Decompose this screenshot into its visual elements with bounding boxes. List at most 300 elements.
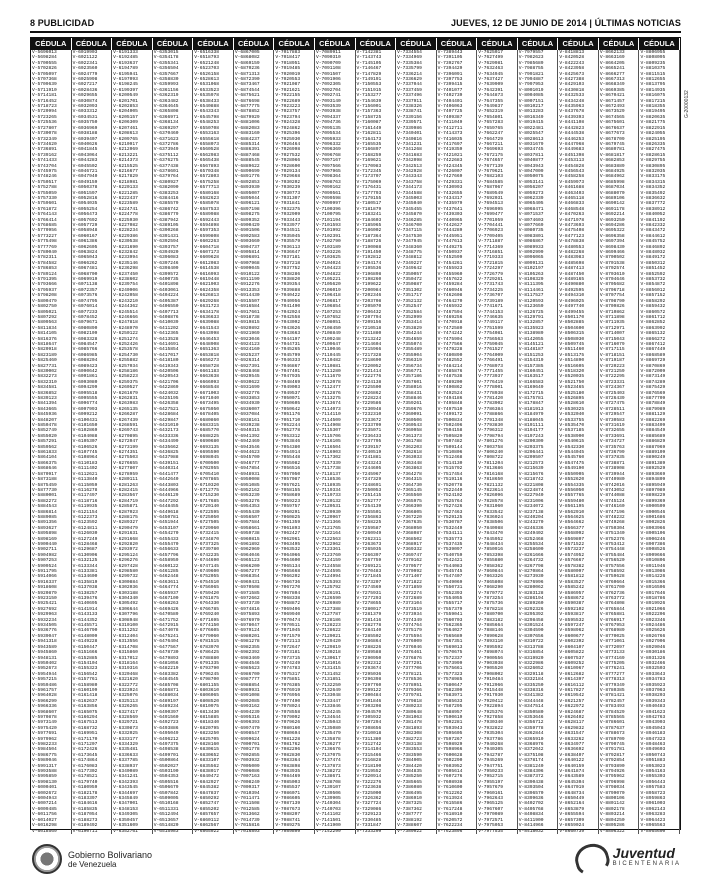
cedula-cell: V-8513175 (559, 352, 585, 358)
cedula-cell: V-8129791 (518, 314, 544, 320)
cedula-cell: V-8429103 (559, 82, 585, 88)
cedula-cell: V-8477123 (559, 233, 585, 239)
cedula-cell: V-7091108 (315, 66, 341, 72)
cedula-cell: V-7704441 (478, 223, 503, 228)
cedula-cell: V-7206432 (356, 309, 382, 315)
cedula-cell: V-7585633 (437, 698, 463, 704)
cedula-cell: V-7125393 (315, 579, 341, 585)
cedula-cell: V-8861712 (640, 314, 666, 320)
cedula-cell: V-6980201 (234, 633, 260, 639)
cedula-cell: V-5834581 (32, 385, 57, 391)
cedula-cell: V-8353646 (518, 714, 544, 720)
cedula-cell: V-7331847 (356, 823, 382, 829)
cedula-cell: V-6045502 (72, 163, 98, 169)
cedula-cell: V-6932776 (234, 390, 260, 396)
cedula-cell: V-5814105 (32, 331, 57, 337)
cedula-cell: V-6106526 (72, 444, 98, 450)
cedula-cell: V-8341382 (518, 693, 544, 699)
cedula-cell: V-7243243 (356, 460, 382, 466)
cedula-cell: V-8907386 (640, 541, 666, 547)
cedula-cell: V-7290950 (356, 655, 382, 661)
cedula-cell: V-6720140 (194, 504, 220, 510)
cedula-cell: V-7326362 (356, 796, 382, 802)
cedula-cell: V-7035045 (275, 233, 301, 239)
cedula-cell: V-7299122 (356, 687, 382, 693)
cedula-cell: V-6232842 (113, 250, 138, 256)
cedula-cell: V-7377706 (397, 666, 422, 672)
cedula-cell: V-7076956 (275, 693, 301, 699)
cedula-cell: V-6514820 (153, 823, 179, 829)
cedula-cell: V-7104024 (315, 260, 341, 266)
cedula-cell: V-8779349 (599, 682, 625, 688)
cedula-cell: V-8209507 (518, 455, 544, 461)
cedula-cell: V-6895044 (234, 195, 260, 201)
cedula-cell: V-7096332 (315, 141, 341, 147)
cedula-cell: V-7036113 (275, 244, 301, 250)
cedula-cell: V-7781420 (478, 396, 503, 401)
cedula-cell: V-8793890 (599, 763, 625, 769)
cedula-cell: V-7346700 (397, 223, 422, 228)
cedula-cell: V-8676637 (599, 125, 625, 131)
cedula-cell: V-7061893 (275, 525, 301, 531)
cedula-cell: V-7031307 (275, 195, 301, 201)
cedula-cell: V-8319920 (518, 655, 544, 661)
cedula-cell: V-8909666 (640, 552, 666, 558)
cedula-cell: V-6952162 (234, 487, 260, 493)
cedula-cell: V-7149191 (356, 77, 382, 83)
cedula-cell: V-7786384 (478, 406, 503, 412)
cedula-cell: V-6999624 (234, 736, 260, 742)
column-header: CÉDULA (639, 38, 680, 50)
cedula-cell: V-7072647 (275, 644, 301, 650)
cedula-cell: V-8764808 (599, 601, 625, 607)
cedula-cell: V-7470918 (437, 320, 463, 326)
cedula-cell: V-6083328 (72, 336, 98, 342)
cedula-cell: V-6035750 (72, 120, 98, 126)
cedula-cell: V-6169951 (72, 731, 98, 737)
cedula-cell: V-6097993 (72, 406, 98, 412)
cedula-cell: V-5700555 (32, 60, 57, 66)
cedula-cell: V-6771695 (194, 617, 220, 623)
cedula-cell: V-8096065 (518, 255, 544, 261)
cedula-cell: V-7116504 (315, 444, 341, 450)
cedula-cell: V-7374349 (397, 617, 422, 623)
cedula-cell: V-8765881 (599, 612, 625, 618)
cedula-cell: V-7233709 (356, 423, 382, 429)
cedula-cell: V-8949603 (640, 747, 666, 753)
cedula-cell: V-7778938 (478, 390, 503, 396)
cedula-cell: V-5743704 (32, 163, 57, 169)
cedula-cell: V-8497740 (559, 304, 585, 310)
cedula-cell: V-8708790 (599, 298, 625, 304)
cedula-cell: V-6099212 (72, 412, 98, 418)
cedula-cell: V-8640122 (559, 758, 585, 764)
cedula-cell: V-6405387 (153, 298, 179, 304)
cedula-cell: V-7764009 (478, 352, 503, 358)
cedula-cell: V-6833107 (194, 758, 220, 764)
cedula-cell: V-7062427 (275, 531, 301, 537)
cedula-cell: V-8725403 (599, 390, 625, 396)
cedula-cell: V-6887468 (234, 152, 260, 158)
cedula-cell: V-7342928 (397, 168, 422, 174)
cedula-cell: V-7602290 (437, 758, 463, 764)
cedula-cell: V-8441108 (559, 120, 585, 126)
cedula-cell: V-6046721 (72, 168, 98, 174)
cedula-cell: V-7696995 (478, 206, 503, 212)
cedula-cell: V-8730583 (599, 417, 625, 423)
cedula-cell: V-7104822 (315, 271, 341, 277)
cedula-cell: V-7580647 (437, 682, 463, 688)
cedula-cell: V-6484545 (153, 677, 179, 683)
cedula-cell: V-6372786 (153, 141, 179, 147)
cedula-cell: V-6868082 (234, 55, 260, 61)
cedula-cell: V-7002855 (234, 752, 260, 758)
cedula-cell: V-7267759 (356, 558, 382, 564)
cedula-cell: V-6651363 (194, 347, 220, 353)
cedula-cell: V-7430993 (437, 185, 463, 191)
cedula-cell: V-7679621 (478, 168, 503, 174)
cedula-cell: V-7751599 (478, 325, 503, 331)
cedula-cell: V-7370992 (397, 569, 422, 574)
cedula-cell: V-6471752 (153, 617, 179, 623)
cedula-cell: V-5925421 (32, 601, 57, 607)
cedula-cell: V-7073181 (275, 650, 301, 656)
cedula-cell: V-6507842 (153, 790, 179, 796)
cedula-cell: V-7134245 (315, 709, 341, 715)
cedula-cell: V-7162811 (356, 131, 382, 137)
column-header: CÉDULA (437, 38, 478, 50)
cedula-cell: V-6899352 (234, 217, 260, 223)
cedula-cell: V-6474078 (153, 628, 179, 634)
cedula-cell: V-7669693 (478, 147, 503, 153)
cedula-cell: V-8237138 (518, 509, 544, 515)
cedula-cell: V-8851452 (640, 266, 666, 272)
cedula-cell: V-6668548 (194, 385, 220, 391)
cedula-cell: V-7545745 (437, 569, 463, 574)
cedula-cell: V-6183397 (72, 796, 98, 802)
cedula-cell: V-6244362 (113, 304, 138, 310)
cedula-cell: V-7256863 (356, 514, 382, 520)
cedula-column (234, 50, 275, 834)
cedula-cell: V-7096369 (315, 147, 341, 153)
cedula-cell: V-5734620 (32, 141, 57, 147)
cedula-cell: V-8714007 (599, 331, 625, 337)
cedula-cell: V-6734870 (194, 536, 220, 542)
cedula-cell: V-7806240 (478, 450, 503, 456)
cedula-cell: V-6538433 (194, 98, 220, 104)
cedula-cell: V-6710320 (194, 482, 220, 488)
cedula-cell: V-6000401 (32, 785, 57, 791)
cedula-cell: V-7365560 (397, 493, 422, 499)
cedula-cell: V-6325076 (113, 693, 138, 699)
cedula-cell: V-6200549 (113, 93, 138, 99)
cedula-cell: V-6370460 (153, 131, 179, 137)
cedula-cell: V-8501170 (559, 314, 585, 320)
cedula-cell: V-6227082 (113, 223, 138, 228)
cedula-cell: V-7535773 (437, 536, 463, 542)
cedula-cell: V-7813686 (478, 466, 503, 472)
cedula-cell: V-8854872 (640, 282, 666, 288)
cedula-cell: V-6838017 (194, 769, 220, 775)
cedula-cell: V-5732349 (32, 136, 57, 142)
cedula-cell: V-6398409 (153, 266, 179, 272)
cedula-cell: V-8885689 (640, 433, 666, 439)
cedula-cell: V-7023223 (275, 104, 301, 110)
cedula-cell: V-8586957 (559, 590, 585, 596)
cedula-cell: V-8273930 (518, 574, 544, 580)
cedula-cell: V-6310100 (113, 623, 138, 629)
cedula-cell: V-7060291 (275, 509, 301, 515)
cedula-cell: V-8727475 (599, 401, 625, 407)
cedula-cell: V-7260949 (356, 531, 382, 537)
cedula-cell: V-6505516 (153, 779, 179, 785)
cedula-cell: V-6205157 (113, 114, 138, 120)
cedula-cell: V-6636633 (194, 314, 220, 320)
cedula-cell: V-5818647 (32, 341, 57, 347)
cedula-cell: V-6353015 (153, 50, 179, 55)
cedula-cell: V-5759601 (32, 201, 57, 207)
cedula-cell: V-7858362 (478, 563, 503, 569)
cedula-cell: V-8828615 (640, 152, 666, 158)
cedula-cell: V-7908002 (478, 671, 503, 677)
cedula-cell: V-8751340 (599, 531, 625, 537)
cedula-cell: V-8313788 (518, 644, 544, 650)
cedula-cell: V-7699477 (478, 212, 503, 218)
cedula-cell: V-7233672 (356, 417, 382, 423)
cedula-cell: V-6892853 (234, 179, 260, 185)
cedula-cell: V-6639088 (194, 320, 220, 326)
cedula-cell: V-7821132 (478, 482, 503, 488)
cedula-cell: V-7068338 (275, 596, 301, 602)
cedula-cell: V-7288226 (356, 644, 382, 650)
cedula-cell: V-6860112 (194, 817, 220, 823)
cedula-cell: V-7341683 (397, 152, 422, 158)
cedula-cell: V-6384416 (153, 195, 179, 201)
cedula-cell: V-6781515 (194, 639, 220, 645)
cedula-cell: V-8869729 (640, 358, 666, 364)
cedula-cell: V-8442823 (559, 125, 585, 131)
cedula-cell: V-8231006 (518, 498, 544, 504)
cedula-cell: V-7066736 (275, 579, 301, 585)
cedula-cell: V-6815885 (194, 714, 220, 720)
cedula-cell: V-7414373 (437, 131, 463, 137)
cedula-cell: V-8733691 (599, 433, 625, 439)
cedula-cell: V-7078558 (275, 709, 301, 715)
cedula-cell: V-6433336 (153, 433, 179, 439)
cedula-cell: V-7870772 (478, 590, 503, 596)
cedula-cell: V-7086605 (275, 796, 301, 802)
cedula-cell: V-6506679 (153, 785, 179, 791)
cedula-cell: V-6930622 (234, 379, 260, 385)
cedula-cell: V-7138671 (315, 774, 341, 780)
cedula-cell: V-8022481 (518, 125, 544, 131)
cedula-cell: V-8726439 (599, 396, 625, 401)
cedula-cell: V-6986700 (234, 671, 260, 677)
cedula-cell: V-6224778 (113, 212, 138, 218)
cedula-cell: V-6920892 (234, 325, 260, 331)
cedula-cell: V-7345455 (397, 206, 422, 212)
cedula-cell: V-7991821 (518, 71, 544, 77)
cedula-cell: V-7612262 (437, 790, 463, 796)
cedula-cell: V-5809563 (32, 320, 57, 326)
cedula-cell: V-6404224 (153, 293, 179, 299)
cedula-cell: V-8393504 (518, 785, 544, 791)
cedula-cell: V-8652164 (559, 801, 585, 807)
cedula-cell: V-6368134 (153, 120, 179, 126)
cedula-cell: V-7018951 (275, 60, 301, 66)
cedula-cell: V-8483983 (559, 255, 585, 261)
cedula-cell: V-6442640 (153, 477, 179, 483)
cedula-cell: V-7059223 (275, 498, 301, 504)
cedula-cell: V-8886829 (640, 439, 666, 445)
cedula-cell: V-6934930 (234, 401, 260, 407)
cedula-cell: V-7386495 (397, 790, 422, 796)
cedula-cell: V-6486871 (153, 687, 179, 693)
cedula-cell: V-8655594 (559, 812, 585, 818)
cedula-cell: V-7217328 (356, 352, 382, 358)
cedula-cell: V-7560703 (437, 617, 463, 623)
cedula-cell: V-6609628 (194, 255, 220, 261)
cedula-cell: V-7024328 (275, 120, 301, 126)
cedula-cell: V-7077490 (275, 698, 301, 704)
cedula-cell: V-6499701 (153, 752, 179, 758)
cedula-cell: V-6047940 (72, 174, 98, 180)
cedula-cell: V-6192485 (113, 55, 138, 61)
cedula-cell: V-7213242 (356, 336, 382, 342)
cedula-cell: V-6069919 (72, 277, 98, 283)
cedula-cell: V-5941318 (32, 639, 57, 645)
cedula-cell: V-7050605 (275, 401, 301, 407)
cedula-cell: V-7452599 (437, 255, 463, 261)
cedula-cell: V-5773227 (32, 233, 57, 239)
cedula-cell: V-7142299 (315, 828, 341, 834)
cedula-cell: V-7338741 (397, 109, 422, 115)
cedula-cell: V-6424032 (153, 390, 179, 396)
cedula-cell: V-7361788 (397, 439, 422, 445)
cedula-cell: V-8917646 (640, 590, 666, 596)
cedula-cell: V-7099598 (315, 195, 341, 201)
cedula-cell: V-7467594 (437, 309, 463, 315)
cedula-cell: V-8716079 (599, 341, 625, 347)
cedula-cell: V-8791781 (599, 747, 625, 753)
cedula-cell: V-6902583 (234, 233, 260, 239)
cedula-cell: V-8624687 (559, 709, 585, 715)
cedula-cell: V-6666093 (194, 379, 220, 385)
cedula-cell: V-7123760 (315, 552, 341, 558)
cedula-cell: V-6061386 (72, 239, 98, 245)
cedula-cell: V-6439151 (153, 460, 179, 466)
cedula-cell: V-6174864 (72, 758, 98, 764)
cedula-cell: V-8941623 (640, 709, 666, 715)
cedula-cell: V-7402739 (437, 93, 463, 99)
cedula-cell: V-8692214 (599, 212, 625, 218)
gov-line2: de Venezuela (68, 859, 117, 869)
cedula-cell: V-6122373 (72, 514, 98, 520)
cedula-cell: V-6440314 (153, 466, 179, 472)
cedula-cell: V-8494310 (559, 293, 585, 299)
cedula-cell: V-6297428 (113, 563, 138, 569)
cedula-cell: V-8194177 (518, 428, 544, 434)
cedula-cell: V-8722295 (599, 374, 625, 380)
cedula-cell: V-8693250 (599, 217, 625, 223)
cedula-cell: V-7114110 (315, 412, 341, 418)
cedula-cell: V-6523703 (194, 66, 220, 72)
cedula-cell: V-8701538 (599, 260, 625, 266)
cedula-cell: V-6287023 (113, 509, 138, 515)
cedula-cell: V-7254139 (356, 504, 382, 510)
cedula-cell: V-7793830 (478, 423, 503, 429)
cedula-cell: V-8897089 (640, 487, 666, 493)
cedula-cell: V-6502027 (153, 763, 179, 769)
cedula-cell: V-7271845 (356, 574, 382, 580)
cedula-cell: V-6582623 (194, 195, 220, 201)
cedula-cell: V-6251274 (113, 336, 138, 342)
cedula-cell: V-7089911 (315, 50, 341, 55)
cedula-cell: V-7507482 (437, 439, 463, 445)
cedula-cell: V-6543343 (194, 109, 220, 115)
cedula-cell: V-6965123 (234, 558, 260, 564)
cedula-cell: V-8525180 (559, 390, 585, 396)
cedula-cell: V-7547407 (437, 574, 463, 580)
cedula-cell: V-7030202 (275, 179, 301, 185)
cedula-cell: V-8802178 (599, 806, 625, 812)
cedula-cell: V-6446129 (153, 493, 179, 499)
cedula-cell: V-5723265 (32, 114, 57, 120)
cedula-cell: V-5745975 (32, 168, 57, 174)
cedula-cell: V-5795937 (32, 287, 57, 293)
cedula-cell: V-8959863 (640, 796, 666, 802)
cedula-cell: V-6602263 (194, 239, 220, 245)
cedula-cell: V-7445951 (437, 233, 463, 239)
cedula-cell: V-5916337 (32, 579, 57, 585)
cedula-cell: V-7982623 (518, 55, 544, 61)
cedula-cell: V-8163517 (518, 374, 544, 380)
cedula-cell: V-8765844 (599, 606, 625, 612)
cedula-cell: V-7644873 (478, 93, 503, 99)
cedula-cell: V-6171170 (72, 736, 98, 742)
cedula-cell: V-8619542 (559, 693, 585, 699)
cedula-cell: V-6685770 (194, 428, 220, 434)
cedula-cell: V-6498538 (153, 747, 179, 753)
cedula-cell: V-8532040 (559, 412, 585, 418)
cedula-cell: V-7736707 (478, 293, 503, 299)
cedula-cell: V-7550731 (437, 585, 463, 591)
cedula-cell: V-7399415 (437, 82, 463, 88)
cedula-cell: V-7627499 (478, 55, 503, 61)
cedula-cell: V-6369297 (153, 125, 179, 131)
cedula-cell: V-8218742 (518, 477, 544, 483)
cedula-cell: V-7384420 (397, 763, 422, 769)
cedula-cell: V-7007163 (234, 774, 260, 780)
cedula-cell: V-7176431 (356, 185, 382, 191)
cedula-cell: V-7371859 (397, 585, 422, 591)
cedula-cell: V-6330873 (113, 725, 138, 731)
cedula-cell: V-5861833 (32, 450, 57, 456)
cedula-cell: V-7840988 (478, 525, 503, 531)
column-header: CÉDULA (112, 38, 153, 50)
cedula-cell: V-7903038 (478, 660, 503, 666)
cedula-cell: V-6094299 (72, 385, 98, 391)
cedula-cell: V-7343343 (397, 174, 422, 180)
cedula-cell: V-6149228 (72, 639, 98, 645)
cedula-cell: V-6391431 (153, 233, 179, 239)
cedula-cell: V-7133048 (315, 693, 341, 699)
cedula-cell: V-6165075 (72, 709, 98, 715)
cedula-cell: V-7330485 (356, 817, 382, 823)
cedula-cell: V-6577713 (194, 185, 220, 191)
cedula-cell: V-7930340 (478, 720, 503, 726)
cedula-cell: V-7352999 (397, 314, 422, 320)
